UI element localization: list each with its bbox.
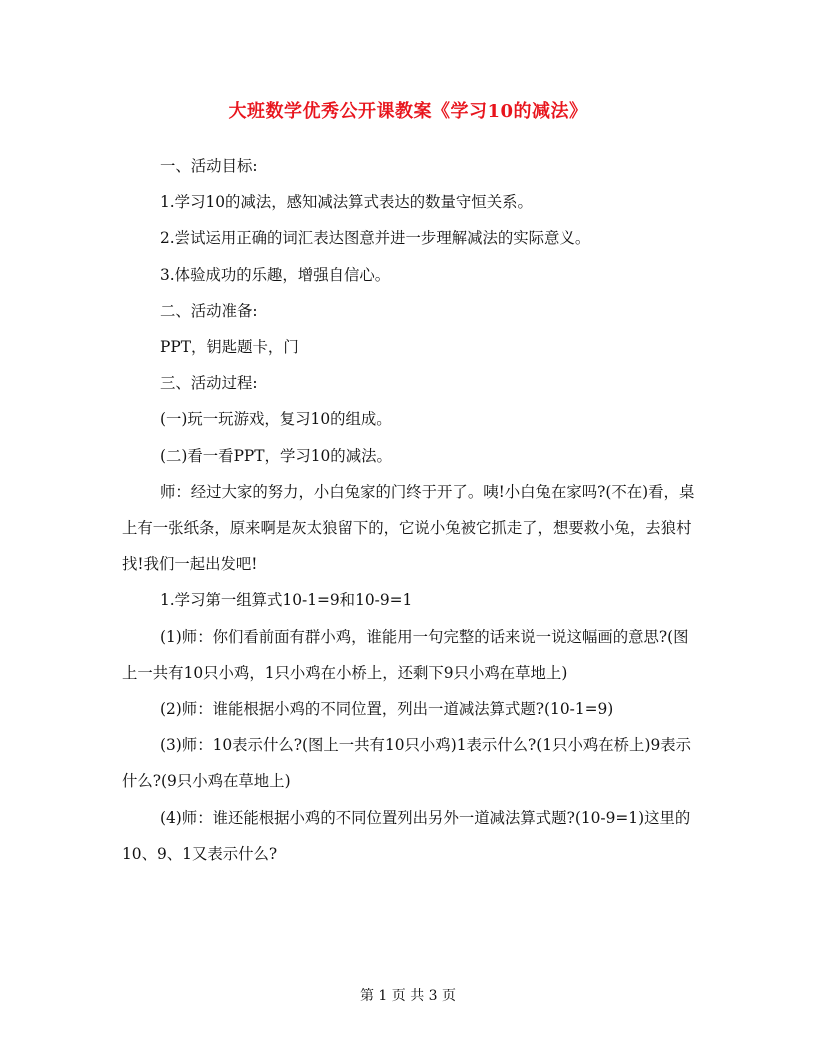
paragraph-question-1: (1)师：你们看前面有群小鸡，谁能用一句完整的话来说一说这幅画的意思?(图上一共有10只小鸡，1只小鸡在小桥上，还剩下9只小鸡在草地上): [122, 627, 689, 682]
paragraph-section-prep: 二、活动准备:: [160, 301, 258, 320]
paragraph-teacher-story: 师：经过大家的努力，小白兔家的门终于开了。咦!小白兔在家吗?(不在)看，桌上有一张纸条，原来啊是灰太狼留下的，它说小兔被它抓走了，想要救小兔，去狼村找!我们一起出发吧!: [122, 482, 695, 574]
paragraph-question-3: (3)师：10表示什么?(图上一共有10只小鸡)1表示什么?(1只小鸡在桥上)9表示什么?(9只小鸡在草地上): [122, 736, 692, 791]
paragraph-process-2: (二)看一看PPT，学习10的减法。: [160, 446, 392, 465]
paragraph-question-2: (2)师：谁能根据小鸡的不同位置，列出一道减法算式题?(10-1=9): [160, 700, 614, 719]
paragraph-section-process: 三、活动过程:: [160, 374, 258, 393]
paragraph-goal-2: 2.尝试运用正确的词汇表达图意并进一步理解减法的实际意义。: [160, 229, 591, 248]
paragraph-question-4: (4)师：谁还能根据小鸡的不同位置列出另外一道减法算式题?(10-9=1)这里的10、9、1又表示什么?: [122, 808, 691, 863]
page-footer: 第 1 页 共 3 页: [359, 988, 457, 1004]
paragraph-goal-3: 3.体验成功的乐趣，增强自信心。: [160, 265, 391, 284]
paragraph-process-1: (一)玩一玩游戏，复习10的组成。: [160, 410, 392, 429]
document-body: [122, 148, 696, 872]
paragraph-goal-1: 1.学习10的减法，感知减法算式表达的数量守恒关系。: [160, 193, 533, 212]
paragraph-step-1: 1.学习第一组算式10-1=9和10-9=1: [160, 591, 413, 610]
document-title: 大班数学优秀公开课教案《学习10的减法》: [228, 101, 588, 122]
paragraph-prep-items: PPT，钥匙题卡，门: [160, 338, 299, 357]
paragraph-section-goals: 一、活动目标:: [160, 157, 258, 175]
